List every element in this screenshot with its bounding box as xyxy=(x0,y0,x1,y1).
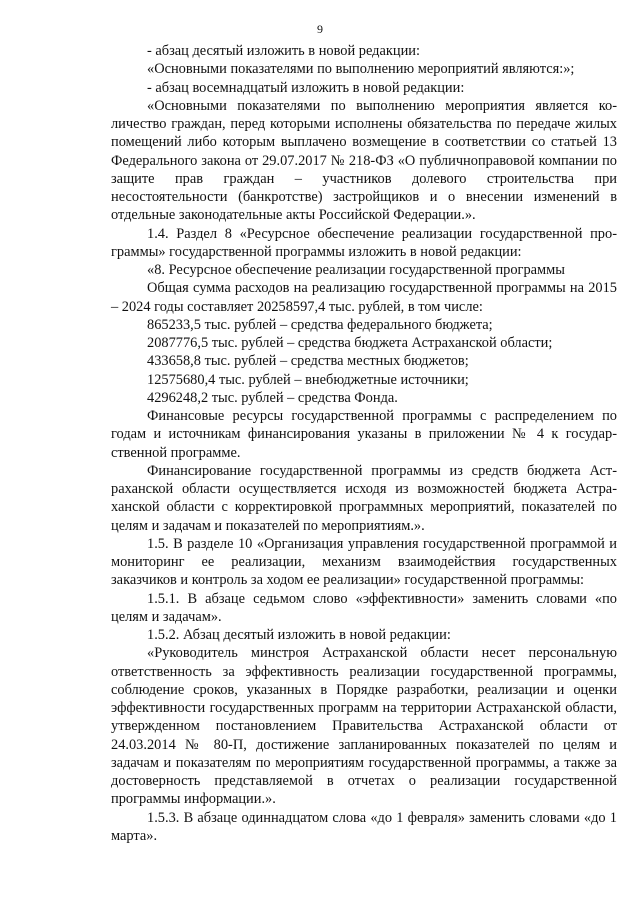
paragraph-section-8-heading: «8. Ресурсное обеспечение реализации государственной программы xyxy=(147,262,565,278)
page-number: 9 xyxy=(317,22,323,36)
paragraph-financial-resources: Финансовые ресурсы государственной программы с распределением по годам и источникам финансирования указаны в приложении № 4 к государственной программе. xyxy=(111,408,617,461)
paragraph-amend-para-18: - абзац восемнадцатый изложить в новой редакции: xyxy=(147,79,465,96)
funding-local-budgets: 433658,8 тыс. рублей – средства местных бюджетов; xyxy=(147,353,469,370)
paragraph-section-10: 1.5. В разделе 10 «Организация управления государственной программой и мониторинг ее реализации, механизм взаимодействия государственных заказчиков и контроль за ходом ее реализации» государственной программы: xyxy=(111,535,617,589)
paragraph-item-1-5-2: 1.5.2. Абзац десятый изложить в новой редакции: xyxy=(147,627,451,643)
paragraph-quote-head-responsibility: «Руководитель минстроя Астраханской области несет персональную ответственность за эффективность реализации государственной программы, соблюдение сроков, указанных в Порядке разработки, реализации и оценки эффективности государственных программ на территории Астраханской области, утвержденном постановлением Правительства Астраханской области от 24.03.2014 № 80-П, достижение запланированных показателей по целям и задачам и показателям по мероприятиям государственной программы, а также за достоверность представляемой в отчетах о реализации государственной программы информации.». xyxy=(111,645,617,808)
funding-regional-budget: 2087776,5 тыс. рублей – средства бюджета Астраханской области; xyxy=(147,335,553,351)
paragraph-financing-regional-budget: Финансирование государственной программы из средств бюджета Астраханской области осуществляется исходя из возможностей бюджета Астраханской области с корректировкой программных мероприятий, показателей по целям и задачам и показателей по мероприятиям.». xyxy=(111,462,617,534)
document-body xyxy=(111,42,617,845)
paragraph-item-1-5-1: 1.5.1. В абзаце седьмом слово «эффективности» заменить словами «по целям и задачам». xyxy=(111,590,617,625)
paragraph-quote-main-indicators: «Основными показателями по выполнению мероприятий являются:»; xyxy=(147,61,575,78)
paragraph-amend-para-10: - абзац десятый изложить в новой редакции: xyxy=(147,43,420,59)
paragraph-section-8: 1.4. Раздел 8 «Ресурсное обеспечение реализации государственной программы» государственной программы изложить в новой редакции: xyxy=(111,225,617,260)
paragraph-quote-citizens-count: «Основными показателями по выполнению мероприятия является количество граждан, перед которыми исполнены обязательства по передаче жилых помещений либо которым выплачено возмещение в соответствии со статьей 13 Федерального закона от 29.07.2017 № 218-ФЗ «О публичноправовой компании по защите прав граждан – участников долевого строительства при несостоятельности (банкротстве) застройщиков и о внесении изменений в отдельные законодательные акты Российской Федерации.». xyxy=(111,97,617,224)
funding-federal-budget: 865233,5 тыс. рублей – средства федерального бюджета; xyxy=(147,316,493,333)
funding-fund: 4296248,2 тыс. рублей – средства Фонда. xyxy=(147,389,398,406)
funding-extrabudgetary: 12575680,4 тыс. рублей – внебюджетные источники; xyxy=(147,371,469,388)
paragraph-item-1-5-3: 1.5.3. В абзаце одиннадцатом слова «до 1 февраля» заменить словами «до 1 марта». xyxy=(111,809,617,844)
paragraph-total-expenditure: Общая сумма расходов на реализацию государственной программы на 2015 – 2024 годы составляет 20258597,4 тыс. рублей, в том числе: xyxy=(111,280,617,315)
